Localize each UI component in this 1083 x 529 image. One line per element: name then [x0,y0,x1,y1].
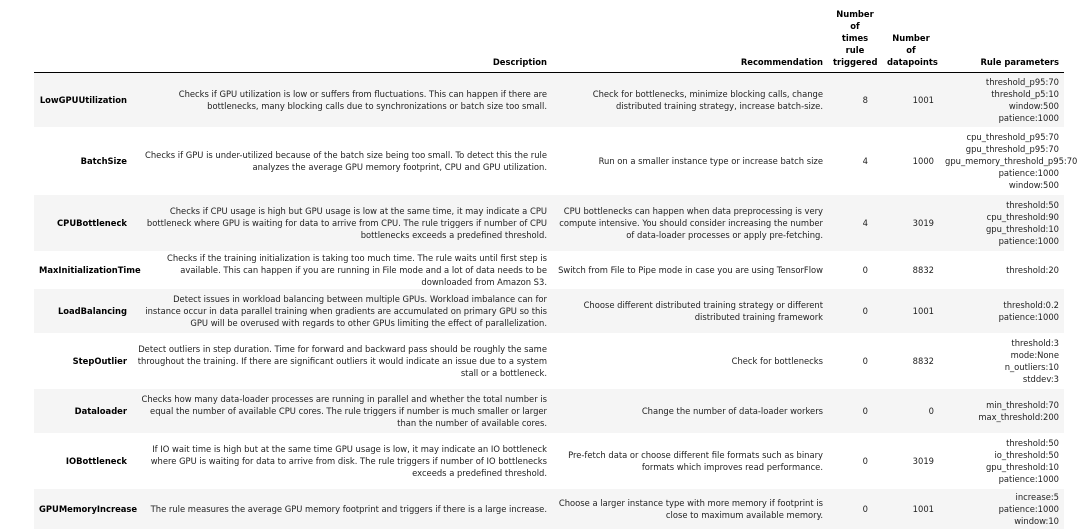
rule-triggered-count: 8 [862,94,868,105]
rule-datapoints-count: 3019 [912,217,934,228]
rule-parameter: min_threshold:70 [986,399,1059,410]
table-header-row [34,8,1064,73]
rule-parameters [940,433,1064,489]
rule-datapoints-count: 1001 [912,94,934,105]
rule-description: If IO wait time is high but at the same time GPU usage is low, it may indicate an IO bottleneck where GPU is waiting for data to arrive from disk. The rule triggers if number of IO bottlenecks exceeds a predefined threshold. [150,443,547,478]
rule-parameter: cpu_threshold_p95:70 [966,131,1059,142]
rule-recommendation: Change the number of data-loader workers [641,405,823,416]
rule-recommendation: Switch from File to Pipe mode in case you are using TensorFlow [558,264,823,275]
rule-datapoints-count: 1000 [912,155,934,166]
rule-parameter: patience:1000 [998,473,1059,484]
rule-parameter: patience:1000 [998,311,1059,322]
rule-triggered-count: 4 [862,155,868,166]
header-description: Description [132,8,552,73]
rule-parameter: increase:5 [1015,491,1059,502]
rule-parameter: stddev:3 [1022,373,1059,384]
rule-parameters [940,195,1064,251]
rule-parameters [940,389,1064,433]
rule-parameter: n_outliers:10 [1004,361,1059,372]
rule-recommendation: CPU bottlenecks can happen when data preprocessing is very compute intensive. You should consider increasing the number of data-loader processes or apply pre-fetching. [559,205,823,240]
rule-name: IOBottleneck [65,455,127,466]
rule-description: Detect issues in workload balancing between multiple GPUs. Workload imbalance can for instance occur in data parallel training when gradients are accumulated on primary GPU so this GPU will be overused with regards to other GPUs limiting the effect of parallelization. [145,293,547,328]
rule-name: LowGPUUtilization [39,94,127,105]
rule-parameter: gpu_threshold:10 [985,223,1059,234]
rule-datapoints-count: 1001 [912,503,934,514]
rule-parameters [940,333,1064,389]
rule-parameter: threshold:3 [1011,337,1059,348]
rule-recommendation: Run on a smaller instance type or increase batch size [598,155,823,166]
header-recommendation: Recommendation [552,8,828,73]
rule-triggered-count: 4 [862,217,868,228]
rule-datapoints-count: 0 [928,405,934,416]
rule-parameter: patience:1000 [998,167,1059,178]
rule-recommendation: Check for bottlenecks, minimize blocking calls, change distributed training strategy, increase batch-size. [592,88,823,111]
rule-parameters [940,251,1064,289]
rule-parameter: gpu_threshold:10 [985,461,1059,472]
rule-triggered-count: 0 [862,264,868,275]
rule-datapoints-count: 8832 [912,264,934,275]
table-row [34,195,1064,251]
rule-datapoints-count: 8832 [912,355,934,366]
table-row [34,489,1064,529]
table-row [34,333,1064,389]
rule-name: Dataloader [74,405,127,416]
rule-parameter: window:500 [1008,179,1059,190]
rule-description: Checks how many data-loader processes are running in parallel and whether the total number is equal the number of available CPU cores. The rule triggers if number is much smaller or larger than the number of available cores. [141,393,547,428]
rule-name: BatchSize [80,155,127,166]
table-row [34,251,1064,289]
rule-description: The rule measures the average GPU memory footprint and triggers if there is a large increase. [150,503,547,514]
rule-triggered-count: 0 [862,355,868,366]
rule-recommendation: Choose different distributed training strategy or different distributed training framework [583,299,823,322]
rule-parameters [940,289,1064,333]
rule-parameter: threshold_p95:70 [985,76,1059,87]
rule-triggered-count: 0 [862,405,868,416]
rule-description: Checks if GPU is under-utilized because of the batch size being too small. To detect this the rule analyzes the average GPU memory footprint, CPU and GPU utilization. [145,149,547,172]
header-parameters: Rule parameters [940,8,1064,73]
rule-datapoints-count: 3019 [912,455,934,466]
rule-description: Checks if GPU utilization is low or suffers from fluctuations. This can happen if there are bottlenecks, many blocking calls due to synchronizations or batch size too small. [178,88,547,111]
rule-parameter: gpu_memory_threshold_p95:70 [945,155,1078,166]
rule-parameter: patience:1000 [998,503,1059,514]
rule-parameter: threshold:50 [1006,437,1059,448]
rule-parameter: mode:None [1010,349,1059,360]
rule-datapoints-count: 1001 [912,305,934,316]
rule-parameter: cpu_threshold:90 [986,211,1059,222]
header-rule [34,8,132,73]
rule-triggered-count: 0 [862,305,868,316]
table-row [34,73,1064,127]
rule-parameters [940,489,1064,529]
rule-name: GPUMemoryIncrease [39,503,138,514]
rule-parameters [940,127,1078,195]
rule-triggered-count: 0 [862,503,868,514]
rule-parameter: threshold:20 [1006,264,1059,275]
table-row [34,289,1064,333]
header-triggered: Number of times rule triggered [828,8,882,73]
rule-parameter: io_threshold:50 [994,449,1059,460]
rule-description: Checks if CPU usage is high but GPU usage is low at the same time, it may indicate a CPU bottleneck where GPU is waiting for data to arrive from CPU. The rule triggers if number of CPU bottlenecks exceeds a predefined threshold. [146,205,547,240]
rule-parameter: patience:1000 [998,235,1059,246]
rules-summary-table [34,8,1078,529]
rule-parameter: window:500 [1008,100,1059,111]
rule-recommendation: Check for bottlenecks [731,355,823,366]
rule-name: CPUBottleneck [57,217,127,228]
table-row [34,127,1064,195]
rule-name: MaxInitializationTime [39,264,141,275]
rule-parameter: threshold:50 [1006,199,1059,210]
rule-parameter: gpu_threshold_p95:70 [965,143,1059,154]
rule-name: LoadBalancing [57,305,127,316]
table-row [34,389,1064,433]
rule-parameter: window:10 [1014,515,1059,526]
rule-recommendation: Choose a larger instance type with more memory if footprint is close to maximum available memory. [558,497,823,520]
rule-recommendation: Pre-fetch data or choose different file formats such as binary formats which improves read performance. [568,449,823,472]
rule-parameters [940,73,1064,127]
rule-parameter: threshold:0.2 [1003,299,1059,310]
rule-parameter: max_threshold:200 [978,411,1059,422]
rule-name: StepOutlier [72,355,127,366]
rule-triggered-count: 0 [862,455,868,466]
rule-description: Detect outliers in step duration. Time for forward and backward pass should be roughly the same throughout the training. If there are significant outliers it would indicate an issue due to a system stall or a bottleneck. [137,343,547,378]
table-row [34,433,1064,489]
rule-parameter: patience:1000 [998,112,1059,123]
rule-parameter: threshold_p5:10 [991,88,1059,99]
header-datapoints: Number of datapoints [882,8,940,73]
rule-description: Checks if the training initialization is taking too much time. The rule waits until first step is available. This can happen if you are running in File mode and a lot of data needs to be downloaded from Amazon S3. [166,252,547,287]
